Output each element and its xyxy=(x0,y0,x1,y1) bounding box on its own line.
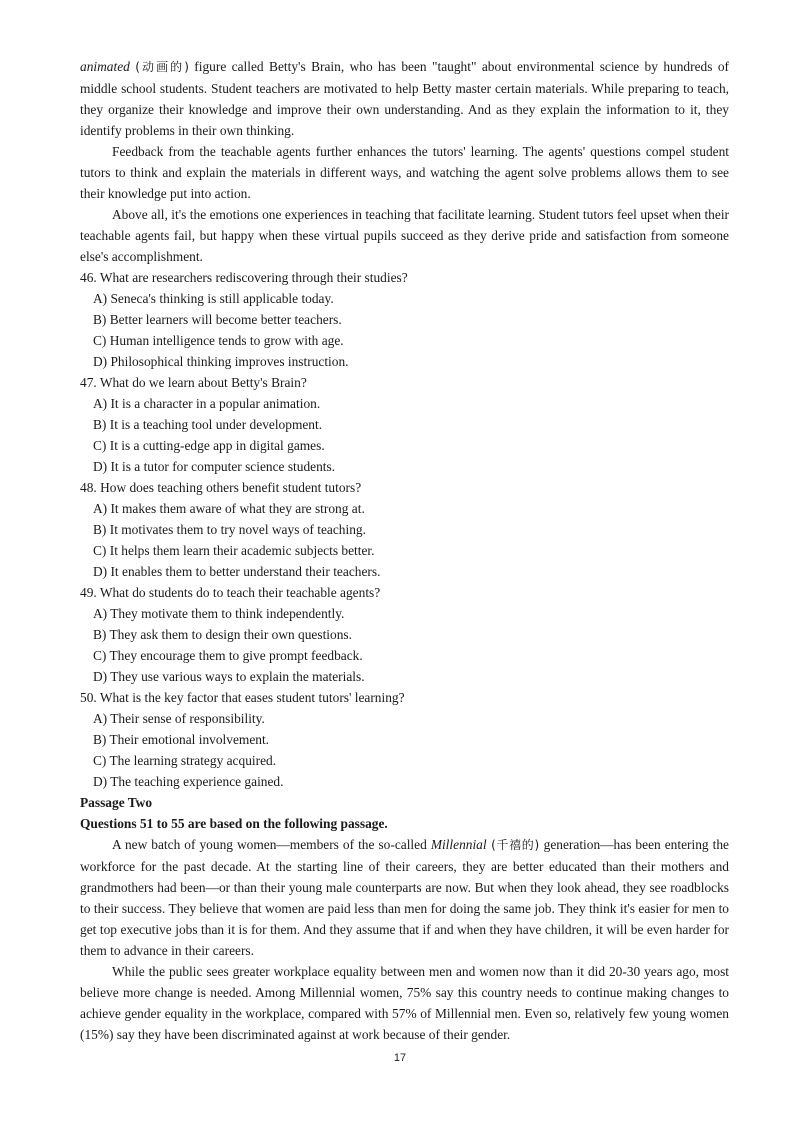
option-c: C) The learning strategy acquired. xyxy=(93,753,277,768)
option-a: A) Their sense of responsibility. xyxy=(93,711,265,726)
option-d: D) They use various ways to explain the materials. xyxy=(93,669,365,684)
passage-two-paragraph-2: While the public sees greater workplace equality between men and women now than it did 20-30 years ago, most believe more change is needed. Among Millennial women, 75% say this country needs to continue making changes to achieve gender equality in the workplace, compared with 57% of Millennial men. Even so, relatively few young women (15%) say they have been discriminated against at work because of their gender. xyxy=(80,964,729,1042)
chinese-gloss: (动画的) xyxy=(135,60,189,74)
paragraph-emotions: Above all, it's the emotions one experiences in teaching that facilitate learning. Student tutors feel upset when their teachable agents fail, but happy when these virtual pupils succeed as they derive pride and satisfaction from someone else's accomplishment. xyxy=(80,207,729,264)
option-a: A) Seneca's thinking is still applicable today. xyxy=(93,291,334,306)
document-page xyxy=(80,56,729,1045)
option-b: B) It is a teaching tool under development. xyxy=(93,417,323,432)
question-50 xyxy=(80,687,729,792)
passage-two-instruction: Questions 51 to 55 are based on the following passage. xyxy=(80,816,388,831)
question-stem: 48. How does teaching others benefit student tutors? xyxy=(80,480,362,495)
option-a: A) It is a character in a popular animation. xyxy=(93,396,321,411)
option-b: B) It motivates them to try novel ways of teaching. xyxy=(93,522,366,537)
p1-italic-word: Millennial xyxy=(430,837,487,852)
question-47 xyxy=(80,372,729,477)
option-d: D) Philosophical thinking improves instruction. xyxy=(93,354,349,369)
passage-two-heading: Passage Two xyxy=(80,795,153,810)
page-number: 17 xyxy=(393,1052,407,1064)
question-stem: 49. What do students do to teach their teachable agents? xyxy=(80,585,381,600)
option-b: B) Better learners will become better teachers. xyxy=(93,312,342,327)
passage-two-paragraph-1 xyxy=(80,834,729,961)
option-c: C) It helps them learn their academic subjects better. xyxy=(93,543,375,558)
option-a: A) They motivate them to think independently. xyxy=(93,606,345,621)
question-49 xyxy=(80,582,729,687)
option-d: D) It is a tutor for computer science students. xyxy=(93,459,336,474)
option-d: D) The teaching experience gained. xyxy=(93,774,284,789)
option-c: C) Human intelligence tends to grow with age. xyxy=(93,333,344,348)
question-stem: 50. What is the key factor that eases student tutors' learning? xyxy=(80,690,405,705)
p1-chinese-gloss: (千禧的) xyxy=(486,838,544,852)
p1-text-before: A new batch of young women—members of the so-called xyxy=(112,837,431,852)
intro-text: figure called Betty's Brain, who has been "taught" about environmental science by hundreds of middle school students. Student teachers are motivated to help Betty master certain materials. While preparing to teach, they organize their knowledge and improve their own understanding. And as they explain the information to it, they identify problems in their own thinking. xyxy=(80,59,729,138)
option-c: C) They encourage them to give prompt feedback. xyxy=(93,648,363,663)
question-stem: 47. What do we learn about Betty's Brain? xyxy=(80,375,307,390)
italic-word: animated xyxy=(80,59,130,74)
option-d: D) It enables them to better understand their teachers. xyxy=(93,564,381,579)
question-stem: 46. What are researchers rediscovering through their studies? xyxy=(80,270,408,285)
option-b: B) They ask them to design their own questions. xyxy=(93,627,352,642)
paragraph-feedback: Feedback from the teachable agents further enhances the tutors' learning. The agents' questions compel student tutors to think and explain the materials in different ways, and watching the agent solve problems allows them to see their knowledge put into action. xyxy=(80,144,729,201)
question-48 xyxy=(80,477,729,582)
option-a: A) It makes them aware of what they are strong at. xyxy=(93,501,365,516)
p1-text-after: generation—has been entering the workforce for the past decade. At the starting line of their careers, they are better educated than their mothers and grandmothers had been—or than their young male counterparts are now. But when they look ahead, they see roadblocks to their success. They believe that women are paid less than men for doing the same job. They think it's easier for men to get top executive jobs than it is for them. And they assume that if and when they have children, it will be even harder for them to advance in their careers. xyxy=(80,837,729,958)
option-b: B) Their emotional involvement. xyxy=(93,732,270,747)
intro-paragraph xyxy=(80,56,729,141)
option-c: C) It is a cutting-edge app in digital games. xyxy=(93,438,325,453)
question-46 xyxy=(80,267,729,372)
